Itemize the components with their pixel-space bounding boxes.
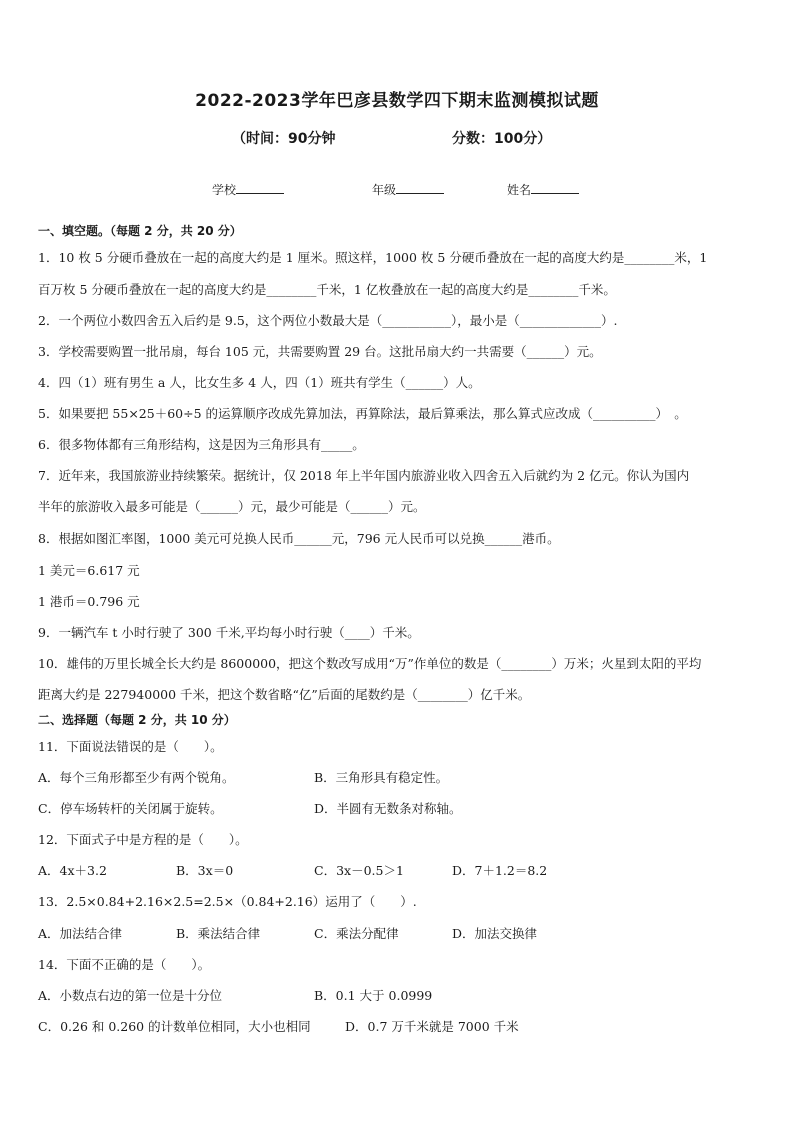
q9: 9．一辆汽车 t 小时行驶了 300 千米,平均每小时行驶（____）千米。 bbox=[38, 625, 420, 640]
school-label: 学校 bbox=[212, 183, 237, 197]
school-blank bbox=[236, 181, 284, 194]
q2: 2．一个两位小数四舍五入后约是 9.5，这个两位小数最大是（___________），最小是（_____________）. bbox=[38, 313, 618, 328]
q12-option-a: A．4x＋3.2 bbox=[38, 863, 107, 878]
q11-option-a: A．每个三角形都至少有两个锐角。 bbox=[38, 770, 235, 785]
q4: 4．四（1）班有男生 a 人，比女生多 4 人，四（1）班共有学生（______）人。 bbox=[38, 375, 481, 390]
q13-option-c: C．乘法分配律 bbox=[314, 926, 399, 941]
q8: 8．根据如图汇率图，1000 美元可兑换人民币______元，796 元人民币可以兑换______港币。 bbox=[38, 531, 560, 546]
name-field bbox=[507, 181, 579, 198]
q13-stem: 13．2.5×0.84+2.16×2.5=2.5×（0.84+2.16）运用了（ ）. bbox=[38, 894, 417, 909]
q14-stem: 14．下面不正确的是（ ）。 bbox=[38, 957, 211, 972]
section-heading-choice: 二、选择题（每题 2 分，共 10 分） bbox=[38, 713, 236, 727]
q6: 6．很多物体都有三角形结构，这是因为三角形具有_____。 bbox=[38, 437, 365, 452]
q10-line2: 距离大约是 227940000 千米，把这个数省略“亿”后面的尾数约是（________）亿千米。 bbox=[38, 687, 531, 702]
q11-option-b: B．三角形具有稳定性。 bbox=[314, 770, 449, 785]
q8-rate-hkd: 1 港币＝0.796 元 bbox=[38, 594, 140, 609]
name-label: 姓名 bbox=[507, 183, 532, 197]
grade-blank bbox=[396, 181, 444, 194]
q11-option-c: C．停车场转杆的关闭属于旋转。 bbox=[38, 801, 223, 816]
q14-option-a: A．小数点右边的第一位是十分位 bbox=[38, 988, 223, 1003]
q11-option-d: D．半圆有无数条对称轴。 bbox=[314, 801, 462, 816]
q7-line2: 半年的旅游收入最多可能是（______）元，最少可能是（______）元。 bbox=[38, 499, 426, 514]
time-label: （时间：90分钟 bbox=[232, 131, 336, 147]
q12-option-c: C．3x－0.5＞1 bbox=[314, 863, 404, 878]
q14-option-c: C．0.26 和 0.260 的计数单位相同，大小也相同 bbox=[38, 1019, 311, 1034]
q14-option-b: B．0.1 大于 0.0999 bbox=[314, 988, 433, 1003]
grade-label: 年级 bbox=[372, 183, 397, 197]
q8-rate-usd: 1 美元＝6.617 元 bbox=[38, 563, 140, 578]
q7-line1: 7．近年来，我国旅游业持续繁荣。据统计，仅 2018 年上半年国内旅游业收入四舍五入后就约为 2 亿元。你认为国内 bbox=[38, 468, 690, 483]
q1-line1: 1．10 枚 5 分硬币叠放在一起的高度大约是 1 厘米。照这样，1000 枚 5 分硬币叠放在一起的高度大约是________米，1 bbox=[38, 250, 708, 265]
q13-option-a: A．加法结合律 bbox=[38, 926, 123, 941]
q5: 5．如果要把 55×25＋60÷5 的运算顺序改成先算加法，再算除法，最后算乘法，那么算式应改成（__________） 。 bbox=[38, 406, 687, 421]
q1-line2: 百万枚 5 分硬币叠放在一起的高度大约是________千米，1 亿枚叠放在一起的高度大约是________千米。 bbox=[38, 282, 616, 297]
grade-field bbox=[372, 181, 444, 198]
section-heading-fill: 一、填空题。（每题 2 分，共 20 分） bbox=[38, 224, 242, 238]
q10-line1: 10．雄伟的万里长城全长大约是 8600000，把这个数改写成用“万”作单位的数是（________）万米；火星到太阳的平均 bbox=[38, 656, 702, 671]
exam-title: 2022-2023学年巴彦县数学四下期末监测模拟试题 bbox=[195, 91, 599, 111]
name-blank bbox=[531, 181, 579, 194]
q12-option-d: D．7＋1.2＝8.2 bbox=[452, 863, 548, 878]
q13-option-d: D．加法交换律 bbox=[452, 926, 538, 941]
q12-option-b: B．3x＝0 bbox=[176, 863, 234, 878]
q12-stem: 12．下面式子中是方程的是（ ）。 bbox=[38, 832, 248, 847]
school-field bbox=[212, 181, 284, 198]
q13-option-b: B．乘法结合律 bbox=[176, 926, 261, 941]
q3: 3．学校需要购置一批吊扇，每台 105 元，共需要购置 29 台。这批吊扇大约一共需要（______）元。 bbox=[38, 344, 602, 359]
q14-option-d: D．0.7 万千米就是 7000 千米 bbox=[345, 1019, 519, 1034]
score-label: 分数：100分） bbox=[452, 131, 552, 147]
q11-stem: 11．下面说法错误的是（ ）。 bbox=[38, 739, 223, 754]
